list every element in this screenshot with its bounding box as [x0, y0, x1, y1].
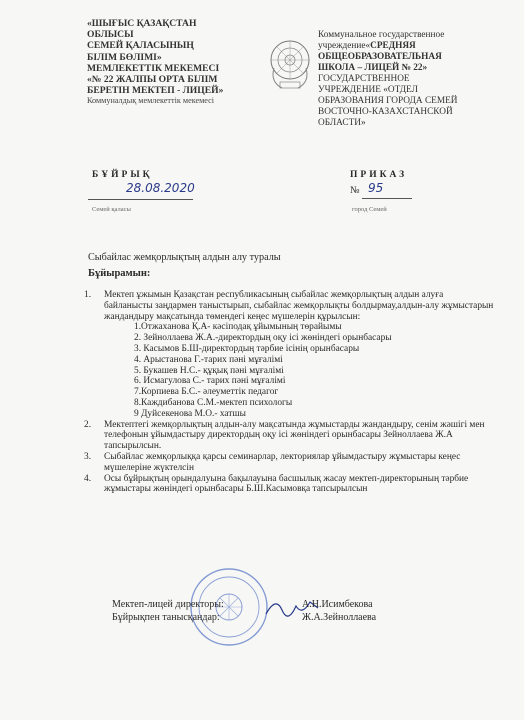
header-ru-bold: СРЕДНЯЯ — [370, 41, 416, 51]
state-emblem-icon — [268, 38, 312, 94]
header-kazakh — [87, 18, 257, 106]
item-text: Мектептегі жемқорлықтың алдын-алу мақсатында жұмыстарды жандандыру, сенім жәшігі мен телефонын ұйымдастыру директордың оқу ісі жөніндегі орынбасары Зейноллаева Ж.А тапсырылсын. — [104, 419, 485, 452]
signature-role: Бұйрықпен танысқандар: — [112, 612, 220, 623]
item-text: Сыбайлас жемқорлыққа қарсы семинарлар, лекториялар ұйымдастыру жұмыстары кеңес мүшелеріне жүктелсін — [104, 451, 461, 473]
order-item — [84, 420, 494, 452]
header-ru-bold: ОБЩЕОБРАЗОВАТЕЛЬНАЯ — [318, 52, 442, 62]
item-number: 1. — [84, 290, 92, 300]
member-entry: 4. Арыстанова Г.-тарих пәні мұғалімі — [134, 354, 283, 365]
order-item — [84, 290, 494, 420]
header-ru-line: ОБРАЗОВАНИЯ ГОРОДА СЕМЕЙ — [318, 96, 458, 106]
item-number: 4. — [84, 473, 92, 484]
header-kz-line: СЕМЕЙ ҚАЛАСЫНЫҢ — [87, 40, 194, 52]
caption-ru: город Семей — [352, 206, 387, 213]
header-kz-line: ОБЛЫСЫ — [87, 29, 134, 41]
signature-role: Мектеп-лицей директоры: — [112, 599, 224, 610]
header-ru-line: ОБЛАСТИ» — [318, 118, 366, 128]
header-kz-line: БІЛІМ БӨЛІМІ» — [87, 51, 162, 63]
header-ru-line: ВОСТОЧНО-КАЗАХСТАНСКОЙ — [318, 107, 453, 117]
item-text: Мектеп ұжымын Қазақстан республикасының сыбайлас жемқорлықтың алдын алуға байланысты заңдармен таныстырып, сыбайлас жемқорлықты болдырмау,алдын-алу жұмыстарын жандандыру мақсатында төмендегі кеңес мүшелерін құрылсын: — [104, 290, 494, 322]
order-items — [84, 290, 494, 495]
header-kz-line: БЕРЕТІН МЕКТЕП - ЛИЦЕЙ» — [87, 85, 224, 97]
number-underline — [362, 198, 412, 199]
header-kz-sub: Коммуналдық мемлекеттік мекемесі — [87, 96, 215, 106]
header-ru-line: ГОСУДАРСТВЕННОЕ — [318, 74, 410, 84]
handwritten-date: 28.08.2020 — [126, 181, 195, 195]
member-entry: 1.Отжаханова Қ.А- кәсіподақ ұйымының төрайымы — [134, 322, 342, 333]
caption-kz: Семей қаласы — [92, 206, 131, 213]
header-ru-line: УЧРЕЖДЕНИЕ «ОТДЕЛ — [318, 85, 418, 95]
signature-name: А.Н.Исимбекова — [302, 599, 373, 610]
order-title-ru: ПРИКАЗ — [350, 170, 408, 180]
header-russian — [318, 30, 488, 129]
member-entry: 2. Зейноллаева Ж.А.-директордың оқу ісі жөніндегі орынбасары — [134, 333, 392, 344]
document-subject: Сыбайлас жемқорлықтың алдын алу туралы — [88, 252, 281, 263]
order-item — [84, 474, 494, 496]
member-list — [104, 322, 494, 419]
signature-row — [112, 611, 452, 624]
header-ru-line1: Коммунальное государственное учреждение« — [318, 30, 445, 51]
member-entry: 5. Букашев Н.С.- құқық пәні мұғалімі — [134, 365, 284, 376]
item-number: 2. — [84, 419, 92, 430]
item-number: 3. — [84, 451, 92, 462]
member-entry: 3. Касымов Б.Ш-директордың тәрбие ісінің орынбасары — [134, 343, 360, 354]
member-entry: 6. Исмагулова С.- тарих пәні мұғалімі — [134, 376, 286, 387]
order-word: Бұйырамын: — [88, 268, 151, 279]
item-text: Осы бұйрықтың орындалуына бақылауына басшылық жасау мектеп-директорының тәрбие жұмыстары жөніндегі орынбасары Б.Ш.Касымовқа тапсырылсын — [104, 473, 469, 495]
signature-row — [112, 598, 452, 611]
header-kz-line: «№ 22 ЖАЛПЫ ОРТА БІЛІМ — [87, 74, 218, 86]
member-entry: 7.Корпиева Б.С.- әлеуметтік педагог — [134, 387, 279, 398]
number-sign: № — [350, 185, 360, 196]
date-field — [88, 181, 195, 200]
number-field — [350, 181, 410, 199]
signature-block — [112, 598, 452, 624]
header-kz-line: «ШЫҒЫС ҚАЗАҚСТАН — [87, 18, 197, 29]
handwritten-number: 95 — [368, 181, 384, 195]
order-item — [84, 452, 494, 474]
order-title-kz: БҰЙРЫҚ — [92, 170, 153, 180]
member-entry: 8.Каждибанова С.М.-мектеп психологы — [134, 397, 293, 408]
header-ru-bold: ШКОЛА – ЛИЦЕЙ № 22» — [318, 63, 428, 73]
header-kz-line: МЕМЛЕКЕТТІК МЕКЕМЕСІ — [87, 62, 220, 74]
member-entry: 9 Дуйсекенова М.О.- хатшы — [134, 408, 246, 419]
signature-name: Ж.А.Зейноллаева — [302, 612, 377, 623]
